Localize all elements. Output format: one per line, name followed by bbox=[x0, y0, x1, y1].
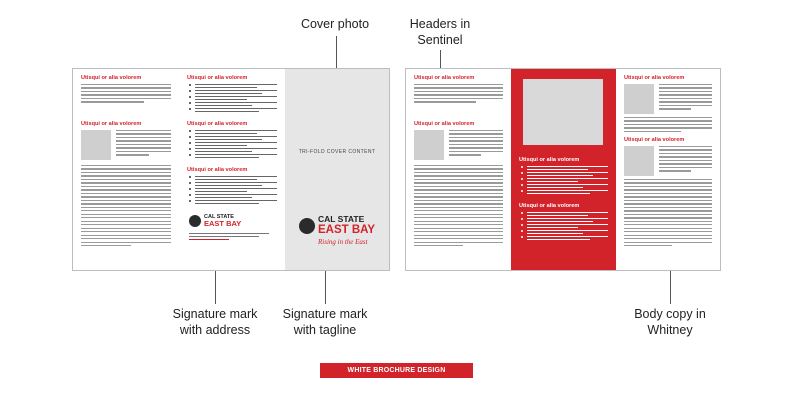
panel-heading: Utisqui or alia volorem bbox=[519, 203, 580, 209]
left-panel-1 bbox=[73, 69, 179, 270]
address-line bbox=[189, 239, 229, 240]
logo-bottom-text: EAST BAY bbox=[318, 224, 376, 236]
bullet-list bbox=[187, 176, 277, 206]
callout-headers: Headers in Sentinel bbox=[409, 17, 471, 47]
leader-signature-tagline bbox=[325, 271, 326, 304]
body-copy bbox=[659, 146, 712, 174]
panel-heading: Utisqui or alia volorem bbox=[624, 75, 685, 81]
seal-icon bbox=[299, 218, 315, 234]
bullet-list bbox=[519, 212, 608, 242]
address-line bbox=[189, 236, 259, 237]
inline-photo bbox=[81, 130, 111, 160]
logo-top-text: CAL STATE bbox=[318, 214, 365, 224]
leader-cover-photo bbox=[336, 36, 337, 68]
panel-heading: Utisqui or alia volorem bbox=[187, 75, 248, 81]
bullet-list bbox=[187, 84, 277, 114]
tagline: Rising in the East bbox=[318, 238, 368, 246]
inline-photo bbox=[624, 146, 654, 176]
body-copy bbox=[414, 84, 503, 105]
panel-heading: Utisqui or alia volorem bbox=[519, 157, 580, 163]
address-line bbox=[189, 233, 269, 234]
body-copy bbox=[659, 84, 712, 112]
callout-body-copy: Body copy in Whitney bbox=[634, 307, 706, 337]
body-copy bbox=[624, 179, 712, 249]
leader-signature-address bbox=[215, 271, 216, 304]
inline-photo bbox=[624, 84, 654, 114]
body-copy bbox=[414, 165, 503, 249]
leader-body-copy bbox=[670, 271, 671, 304]
right-panel-red bbox=[511, 69, 616, 270]
body-copy bbox=[449, 130, 503, 158]
design-title-banner: WHITE BROCHURE DESIGN bbox=[320, 363, 473, 378]
right-panel-3 bbox=[616, 69, 720, 270]
bullet-list bbox=[519, 166, 608, 196]
callout-cover-photo: Cover photo bbox=[300, 17, 370, 31]
body-copy bbox=[116, 130, 171, 158]
logo-bottom-text: EAST BAY bbox=[204, 219, 242, 228]
right-panel-1 bbox=[406, 69, 511, 270]
logo-top-text: CAL STATE bbox=[204, 214, 234, 220]
callout-signature-address: Signature mark with address bbox=[172, 307, 258, 337]
panel-heading: Utisqui or alia volorem bbox=[414, 121, 475, 127]
panel-heading: Utisqui or alia volorem bbox=[187, 167, 248, 173]
panel-heading: Utisqui or alia volorem bbox=[187, 121, 248, 127]
seal-icon bbox=[189, 215, 201, 227]
panel-heading: Utisqui or alia volorem bbox=[81, 75, 142, 81]
brochure-right bbox=[405, 68, 721, 271]
brochure-left bbox=[72, 68, 390, 271]
leader-headers bbox=[440, 50, 441, 68]
panel-heading: Utisqui or alia volorem bbox=[414, 75, 475, 81]
panel-heading: Utisqui or alia volorem bbox=[624, 137, 685, 143]
left-panel-2 bbox=[179, 69, 285, 270]
inline-photo bbox=[414, 130, 444, 160]
body-copy bbox=[624, 117, 712, 134]
left-panel-cover bbox=[285, 69, 389, 270]
feature-photo bbox=[523, 79, 603, 145]
cover-content-label: TRI-FOLD COVER CONTENT bbox=[298, 149, 376, 155]
panel-heading: Utisqui or alia volorem bbox=[81, 121, 142, 127]
body-copy bbox=[81, 84, 171, 105]
bullet-list bbox=[187, 130, 277, 160]
body-copy bbox=[81, 165, 171, 249]
callout-signature-tagline: Signature mark with tagline bbox=[282, 307, 368, 337]
